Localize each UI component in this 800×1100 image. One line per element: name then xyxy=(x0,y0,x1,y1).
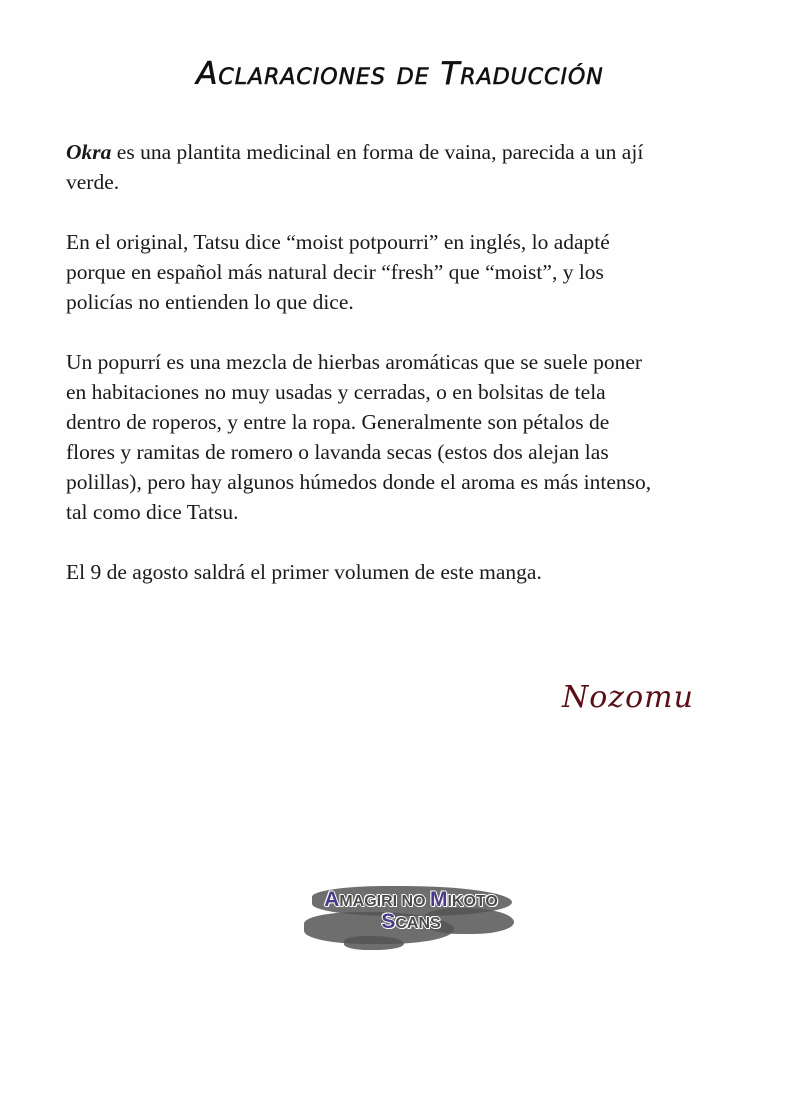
okra-term: Okra xyxy=(66,140,112,164)
scanlation-logo: AMAGIRI NO MIKOTO SCANS xyxy=(304,878,518,952)
page-title: Aclaraciones de Traducción xyxy=(196,56,604,92)
paragraph-popurri: Un popurrí es una mezcla de hierbas aromáticas que se suele poner en habitaciones no muy usadas y cerradas, o en bolsitas de tela dentro de roperos, y entre la ropa. Generalmente son pétalos de flores y ramitas de romero o lavanda secas (estos dos alejan las polillas), pero hay algunos húmedos donde el aroma es más intenso, tal como dice Tatsu. xyxy=(66,350,652,524)
translator-signature: Nozomu xyxy=(562,680,694,715)
document-body xyxy=(66,137,766,617)
paragraph-okra: Okra es una plantita medicinal en forma de vaina, parecida a un ají verde. xyxy=(66,140,644,194)
paragraph-release: El 9 de agosto saldrá el primer volumen de este manga. xyxy=(66,560,542,584)
paragraph-original: En el original, Tatsu dice “moist potpourri” en inglés, lo adapté porque en español más natural decir “fresh” que “moist”, y los policías no entienden lo que dice. xyxy=(66,230,610,314)
